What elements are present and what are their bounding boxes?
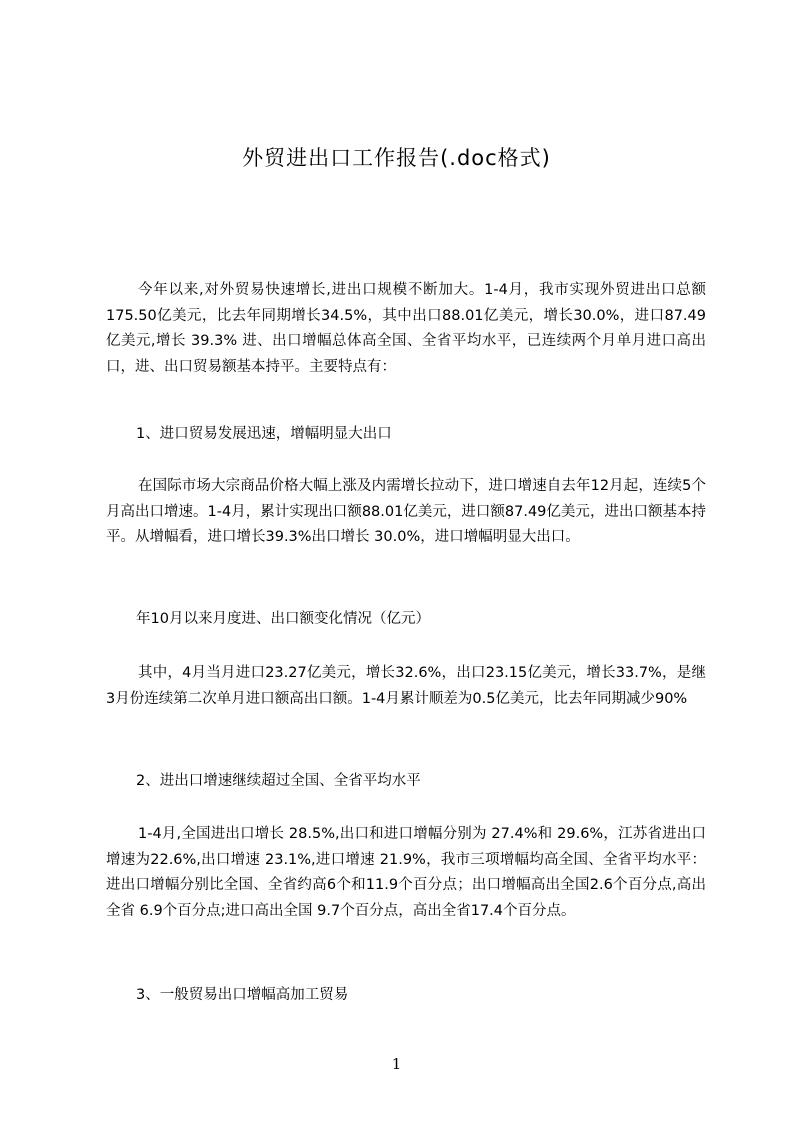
section-2-paragraph: 1-4月,全国进出口增长 28.5%,出口和进口增幅分别为 27.4%和 29.6%，江苏省进出口增速为22.6%,出口增速 23.1%,进口增速 21.9%，我市三项增幅均高全国、全省平均水平：进出口增幅分别比全国、全省约高6个和11.9个百分点；出口增幅高出全国2.6个百分点,高出全省 6.9个百分点;进口高出全国 9.7个百分点，高出全省17.4个百分点。 bbox=[106, 826, 706, 919]
section-1-paragraph: 在国际市场大宗商品价格大幅上涨及内需增长拉动下，进口增速自去年12月起，连续5个月高出口增速。1-4月，累计实现出口额88.01亿美元，进口额87.49亿美元，进出口额基本持平。从增幅看，进口增长39.3%出口增长 30.0%，进口增幅明显大出口。 bbox=[106, 478, 706, 545]
section-heading-3: 3、一般贸易出口增幅高加工贸易 bbox=[136, 987, 349, 1003]
document-title: 外贸进出口工作报告(.doc格式) bbox=[242, 146, 551, 170]
section-heading-1: 1、进口贸易发展迅速，增幅明显大出口 bbox=[136, 426, 392, 442]
intro-paragraph: 今年以来,对外贸易快速增长,进出口规模不断加大。1-4月，我市实现外贸进出口总额175.50亿美元，比去年同期增长34.5%，其中出口88.01亿美元，增长30.0%，进口87.49亿美元,增长 39.3% 进、出口增幅总体高全国、全省平均水平，已连续两个月单月进口高出口，进、出口贸易额基本持平。主要特点有： bbox=[106, 282, 706, 375]
chart-caption: 年10月以来月度进、出口额变化情况（亿元） bbox=[136, 611, 430, 627]
april-paragraph: 其中，4月当月进口23.27亿美元，增长32.6%，出口23.15亿美元，增长33.7%，是继3月份连续第二次单月进口额高出口额。1-4月累计顺差为0.5亿美元，比去年同期减少90% bbox=[106, 665, 706, 707]
page-number: 1 bbox=[391, 1055, 402, 1073]
section-heading-2: 2、进出口增速继续超过全国、全省平均水平 bbox=[136, 773, 421, 789]
